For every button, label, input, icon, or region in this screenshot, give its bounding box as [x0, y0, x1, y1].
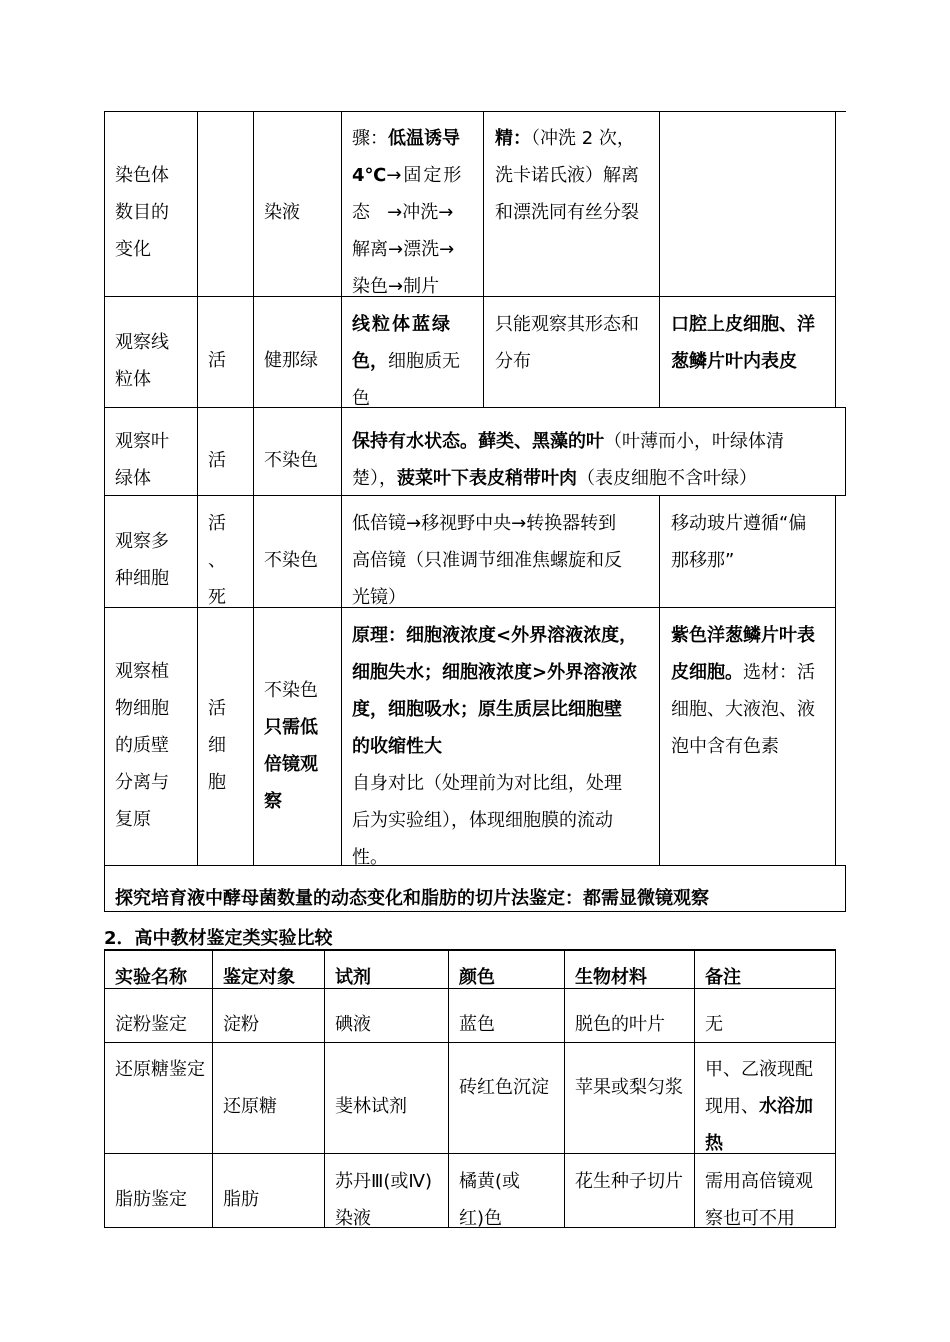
row2-note: 只能观察其形态和 分布 [495, 314, 639, 372]
row3-state: 活 [208, 450, 226, 471]
row4-state: 活 、 死 [208, 513, 226, 608]
section-title: 2．高中教材鉴定类实验比较 [104, 928, 333, 949]
header-cell: 鉴定对象 [223, 967, 295, 988]
row4-name: 观察多 种细胞 [115, 531, 169, 589]
row3-stain: 不染色 [264, 450, 318, 471]
row5-material: 紫色洋葱鳞片叶表 皮细胞。选材：活 细胞、大液泡、液 泡中含有色素 [671, 625, 815, 757]
row-note-reducing-sugar: 甲、乙液现配现用、水浴加热 [705, 1059, 813, 1154]
row5-state: 活 细 胞 [208, 698, 226, 793]
row1-name: 染色体 数目的 变化 [115, 165, 169, 260]
header-cell: 试剂 [335, 967, 371, 988]
row2-material: 口腔上皮细胞、洋 葱鳞片叶内表皮 [671, 314, 815, 372]
header-cell: 备注 [705, 967, 741, 988]
row2-result: 线粒体蓝绿 色，细胞质无 色 [352, 314, 460, 409]
header-cell: 实验名称 [115, 967, 187, 988]
row1-steps: 骤：低温诱导 4℃→固定形 态 →冲洗→ 解离→漂洗→ 染色→制片 [352, 128, 464, 297]
row1-stain: 染液 [264, 202, 300, 223]
header-cell: 颜色 [459, 967, 495, 988]
row5-principle: 原理：细胞液浓度<外界溶液浓度， 细胞失水；细胞液浓度>外界溶液浓 度，细胞吸水；原生质层比细胞壁 的收缩性大 自身对比（处理前为对比组，处理 后为实验组），体现细胞膜的流动 性。 [352, 625, 638, 868]
table1-footer: 探究培育液中酵母菌数量的动态变化和脂肪的切片法鉴定：都需显微镜观察 [115, 888, 709, 909]
row4-steps: 低倍镜→移视野中央→转换器转到 高倍镜（只准调节细准焦螺旋和反 光镜） [352, 513, 622, 608]
header-cell: 生物材料 [575, 967, 647, 988]
row5-name: 观察植 物细胞 的质壁 分离与 复原 [115, 661, 169, 830]
row3-desc: 保持有水状态。藓类、黑藻的叶（叶薄而小，叶绿体清 楚），菠菜叶下表皮稍带叶肉（表皮细胞不含叶绿） [352, 431, 784, 489]
row4-note: 移动玻片遵循“偏 那移那” [671, 513, 807, 571]
row1-note: 精：（冲洗 2 次， 洗卡诺氏液）解离 和漂洗同有丝分裂 [495, 128, 639, 223]
row5-stain: 不染色 只需低 倍镜观 察 [264, 680, 318, 812]
row4-stain: 不染色 [264, 550, 318, 571]
row2-state: 活 [208, 350, 226, 371]
row2-stain: 健那绿 [264, 350, 318, 371]
row2-name: 观察线 粒体 [115, 332, 169, 390]
row3-name: 观察叶 绿体 [115, 431, 169, 489]
